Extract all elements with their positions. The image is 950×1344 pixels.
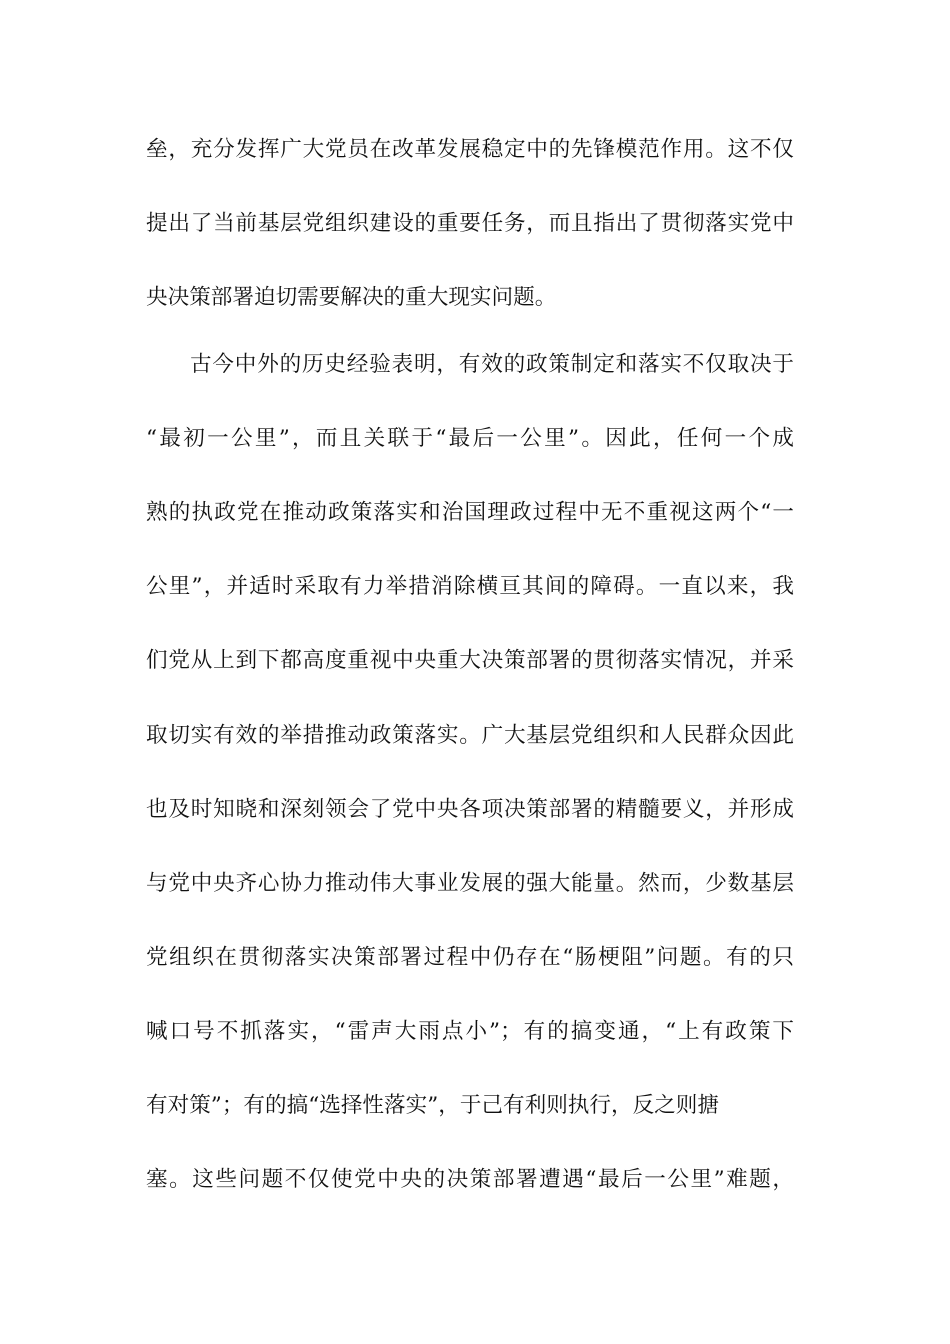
text-line: 垒，充分发挥广大党员在改革发展稳定中的先锋模范作用。这不仅 (146, 137, 794, 162)
text-line: “最初一公里”，而且关联于“最后一公里”。因此，任何一个成 (146, 426, 794, 451)
paragraph-first-line: 古今中外的历史经验表明，有效的政策制定和落实不仅取决于 (190, 352, 794, 377)
text-line: 公里”，并适时采取有力举措消除横亘其间的障碍。一直以来，我 (146, 574, 794, 599)
text-line: 熟的执政党在推动政策落实和治国理政过程中无不重视这两个“一 (146, 500, 794, 525)
text-line: 有对策”；有的搞“选择性落实”，于己有利则执行，反之则搪 (146, 1093, 719, 1118)
text-line: 央决策部署迫切需要解决的重大现实问题。 (146, 285, 557, 310)
text-line: 取切实有效的举措推动政策落实。广大基层党组织和人民群众因此 (146, 723, 794, 748)
text-line: 们党从上到下都高度重视中央重大决策部署的贯彻落实情况，并采 (146, 648, 794, 673)
text-line: 喊口号不抓落实，“雷声大雨点小”；有的搞变通，“上有政策下 (146, 1019, 794, 1044)
text-line: 提出了当前基层党组织建设的重要任务，而且指出了贯彻落实党中 (146, 211, 794, 236)
text-line: 也及时知晓和深刻领会了党中央各项决策部署的精髓要义，并形成 (146, 797, 794, 822)
text-line: 塞。这些问题不仅使党中央的决策部署遭遇“最后一公里”难题， (146, 1167, 794, 1192)
text-line: 与党中央齐心协力推动伟大事业发展的强大能量。然而，少数基层 (146, 871, 794, 896)
text-line: 党组织在贯彻落实决策部署过程中仍存在“肠梗阻”问题。有的只 (146, 945, 794, 970)
